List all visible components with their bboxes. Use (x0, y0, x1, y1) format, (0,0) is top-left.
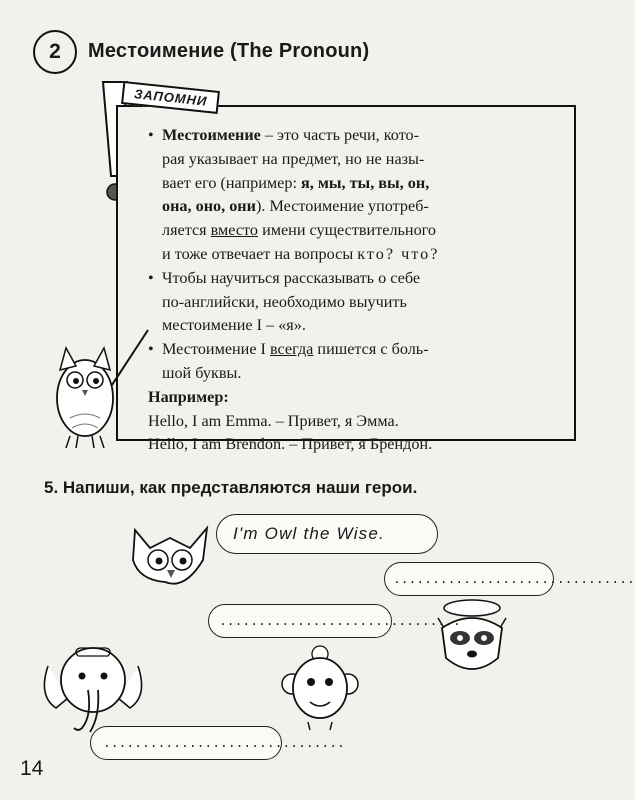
owl-speech-bubble (216, 514, 438, 554)
section-title: Местоимение (The Pronoun) (88, 40, 370, 62)
monkey-speech-bubble[interactable] (208, 604, 461, 638)
owl-speech-text: I'm Owl the Wise. (233, 524, 385, 543)
example-1: Hello, I am Emma. – Привет, я Эмма. (148, 411, 399, 430)
raccoon-answer-line[interactable]: ............................... (393, 572, 635, 587)
monkey-illustration (280, 642, 360, 732)
elephant-illustration (38, 636, 148, 736)
elephant-answer-line[interactable]: ............................... (103, 736, 345, 751)
owl-illustration (125, 520, 215, 592)
page-number: 14 (20, 757, 44, 780)
elephant-speech-bubble[interactable] (90, 726, 345, 760)
rule-text (148, 124, 566, 457)
raccoon-illustration (430, 598, 520, 680)
remember-tag: ЗАПОМНИ (121, 81, 220, 114)
example-2: Hello, I am Brendon. – Привет, я Брендон. (148, 435, 433, 454)
monkey-answer-line[interactable]: ............................... (219, 614, 461, 629)
rule-bullet-2: • Чтобы научиться рассказывать о себе по-английски, необходимо выучить местоимение I – «я». (148, 268, 421, 335)
example-label: Например: (148, 387, 229, 406)
section-number: 2 (33, 30, 77, 74)
raccoon-speech-bubble[interactable] (384, 562, 635, 596)
rule-bullet-3: • Местоимение I всегда пишется с боль- шой буквы. (148, 340, 429, 382)
task-heading: 5. Напиши, как представляются наши герои. (44, 478, 418, 497)
rule-bullet-1: • Местоимение – это часть речи, кото- рая указывает на предмет, но не назы- вает его (например: я, мы, ты, вы, он, она, оно, они). Местоимение употреб- ляется вместо имени существительного и тоже отвечает на вопросы кто? что? (148, 126, 440, 263)
owl-teacher-illustration (40, 318, 150, 453)
